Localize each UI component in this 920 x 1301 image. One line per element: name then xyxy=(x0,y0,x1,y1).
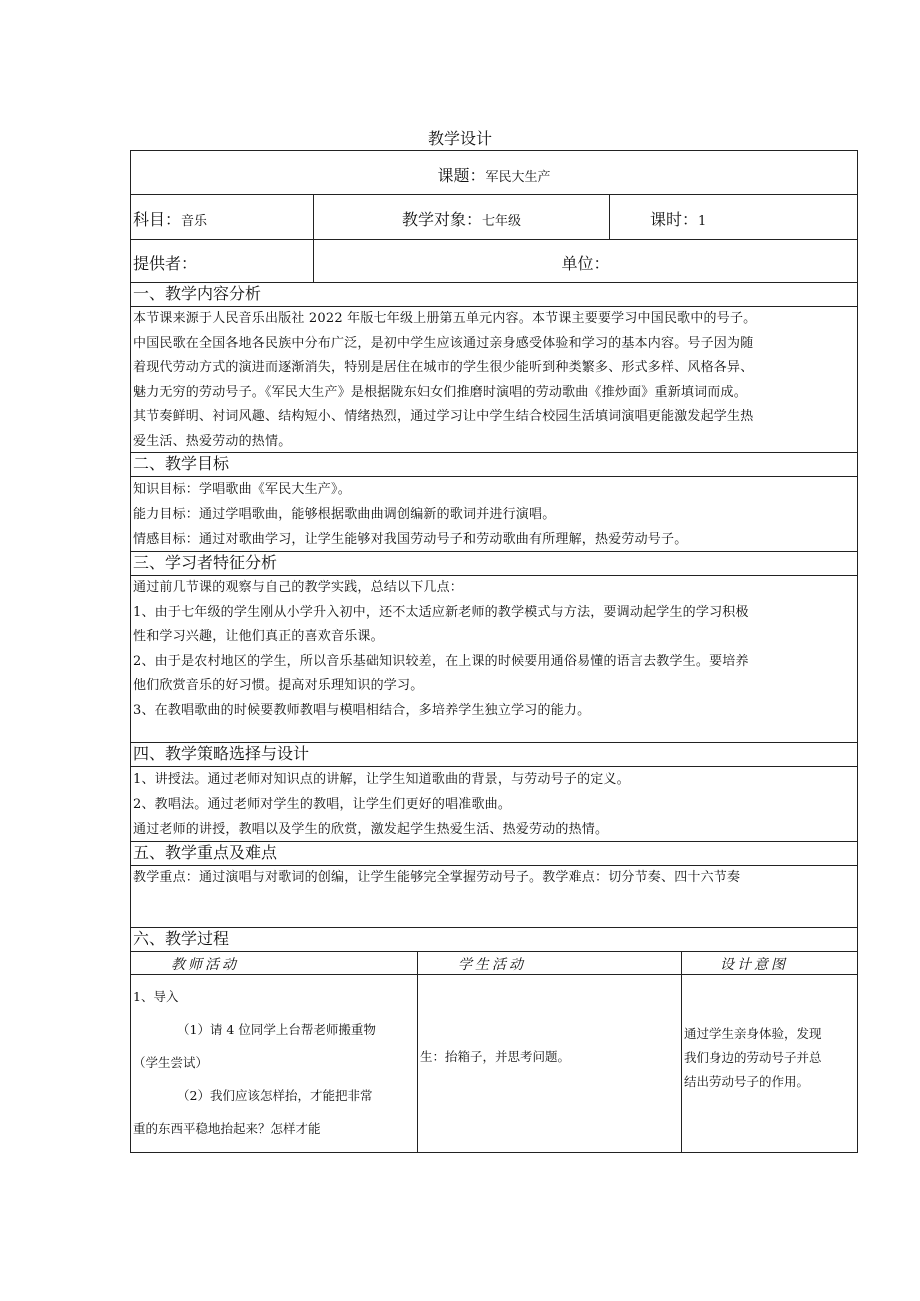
text-line: 性和学习兴趣，让他们真正的喜欢音乐课。 xyxy=(133,629,384,644)
target-cell xyxy=(313,195,609,239)
topic-value: 军民大生产 xyxy=(485,170,551,185)
text-line: 爱生活、热爱劳动的热情。 xyxy=(133,433,292,449)
provider-label: 提供者： xyxy=(133,254,198,273)
target-value: 七年级 xyxy=(482,214,522,229)
text-line: 其节奏鲜明、衬词风趣、结构短小、情绪热烈，通过学习让中学生结合校园生活填词演唱更能激发起学生热 xyxy=(133,409,754,424)
student-activity-cell xyxy=(417,975,681,1152)
hours-cell xyxy=(609,195,857,239)
text-line: 1、由于七年级的学生刚从小学升入初中，还不太适应新老师的教学模式与方法，要调动起学生的学习积极 xyxy=(133,604,749,620)
text-line: （2）我们应该怎样抬，才能把非常 xyxy=(177,1088,373,1103)
text-line: 通过前几节课的观察与自己的教学实践，总结以下几点： xyxy=(133,580,464,595)
provider-row xyxy=(130,240,858,283)
process-header-row xyxy=(130,952,858,975)
section-4-title: 四、教学策略选择与设计 xyxy=(130,743,858,767)
text-line: 生：抬箱子，并思考问题。 xyxy=(420,1049,571,1064)
info-row xyxy=(130,195,858,240)
section-3-title: 三、学习者特征分析 xyxy=(130,552,858,576)
document-title: 教学设计 xyxy=(427,129,492,148)
section-2-title: 二、教学目标 xyxy=(130,453,858,477)
subject-label: 科目： xyxy=(133,210,182,229)
text-line: 通过老师的讲授，教唱以及学生的欣赏，激发起学生热爱生活、热爱劳动的热情。 xyxy=(133,822,609,837)
text-line: 2、教唱法。通过老师对学生的教唱，让学生们更好的唱准歌曲。 xyxy=(133,797,512,812)
subject-cell xyxy=(131,195,313,239)
topic-row xyxy=(130,150,858,195)
unit-cell xyxy=(313,240,857,282)
text-line: 2、由于是农村地区的学生，所以音乐基础知识较差，在上课的时候要用通俗易懂的语言去教学生。要培养 xyxy=(133,653,749,669)
text-line: 中国民歌在全国各地各民族中分布广泛，是初中学生应该通过亲身感受体验和学习的基本内容。号子因为随 xyxy=(133,335,754,351)
text-line: 知识目标：学唱歌曲《军民大生产》。 xyxy=(133,482,351,497)
topic-label: 课题： xyxy=(437,166,486,185)
text-line: 通过学生亲身体验，发现 xyxy=(684,1026,822,1041)
target-label: 教学对象： xyxy=(401,210,482,229)
subject-value: 音乐 xyxy=(181,214,208,229)
text-line: 结出劳动号子的作用。 xyxy=(684,1074,810,1089)
header-intent: 设计意图 xyxy=(681,952,857,974)
lesson-plan-table xyxy=(130,150,858,1153)
text-line: 我们身边的劳动号子并总 xyxy=(684,1050,822,1065)
section-3-body xyxy=(130,576,858,743)
section-6-title: 六、教学过程 xyxy=(130,928,858,952)
text-line: 本节课来源于人民音乐出版社 2022 年版七年级上册第五单元内容。本节课主要要学习中国民歌中的号子。 xyxy=(133,311,757,326)
section-2-body xyxy=(130,477,858,552)
section-5-body xyxy=(130,866,858,928)
text-line: 他们欣赏音乐的好习惯。提高对乐理知识的学习。 xyxy=(133,678,424,693)
text-line: 1、讲授法。通过老师对知识点的讲解，让学生知道歌曲的背景，与劳动号子的定义。 xyxy=(133,772,630,787)
section-1-title: 一、教学内容分析 xyxy=(130,283,858,307)
text-line: 3、在教唱歌曲的时候要教师教唱与模唱相结合，多培养学生独立学习的能力。 xyxy=(133,702,591,718)
text-line: （学生尝试） xyxy=(133,1055,209,1070)
text-line: 着现代劳动方式的演进而逐渐消失，特别是居住在城市的学生很少能听到种类繁多、形式多样、风格各异、 xyxy=(133,360,754,375)
text-line: 重的东西平稳地抬起来？怎样才能 xyxy=(133,1121,321,1136)
provider-cell xyxy=(131,240,313,282)
hours-value: 1 xyxy=(698,214,707,229)
section-5-title: 五、教学重点及难点 xyxy=(130,842,858,866)
hours-label: 课时： xyxy=(650,210,699,229)
process-body-row xyxy=(130,975,858,1153)
unit-label: 单位： xyxy=(561,254,610,273)
text-line: 1、导入 xyxy=(133,989,179,1004)
section-4-body xyxy=(130,767,858,842)
header-student: 学生活动 xyxy=(417,952,681,974)
text-line: （1）请 4 位同学上台帮老师搬重物 xyxy=(177,1022,376,1037)
section-1-body xyxy=(130,307,858,453)
header-teacher: 教师活动 xyxy=(171,957,239,973)
text-line: 情感目标：通过对歌曲学习，让学生能够对我国劳动号子和劳动歌曲有所理解，热爱劳动号子。 xyxy=(133,532,688,547)
text-line: 能力目标：通过学唱歌曲，能够根据歌曲曲调创编新的歌词并进行演唱。 xyxy=(133,507,556,522)
design-intent-cell xyxy=(681,975,857,1152)
teacher-activity-cell xyxy=(131,975,417,1152)
text-line: 教学重点：通过演唱与对歌词的创编，让学生能够完全掌握劳动号子。教学难点：切分节奏、四十六节奏 xyxy=(133,870,741,885)
text-line: 魅力无穷的劳动号子。《军民大生产》是根据陇东妇女们推磨时演唱的劳动歌曲《推炒面》重新填词而成。 xyxy=(133,384,747,400)
